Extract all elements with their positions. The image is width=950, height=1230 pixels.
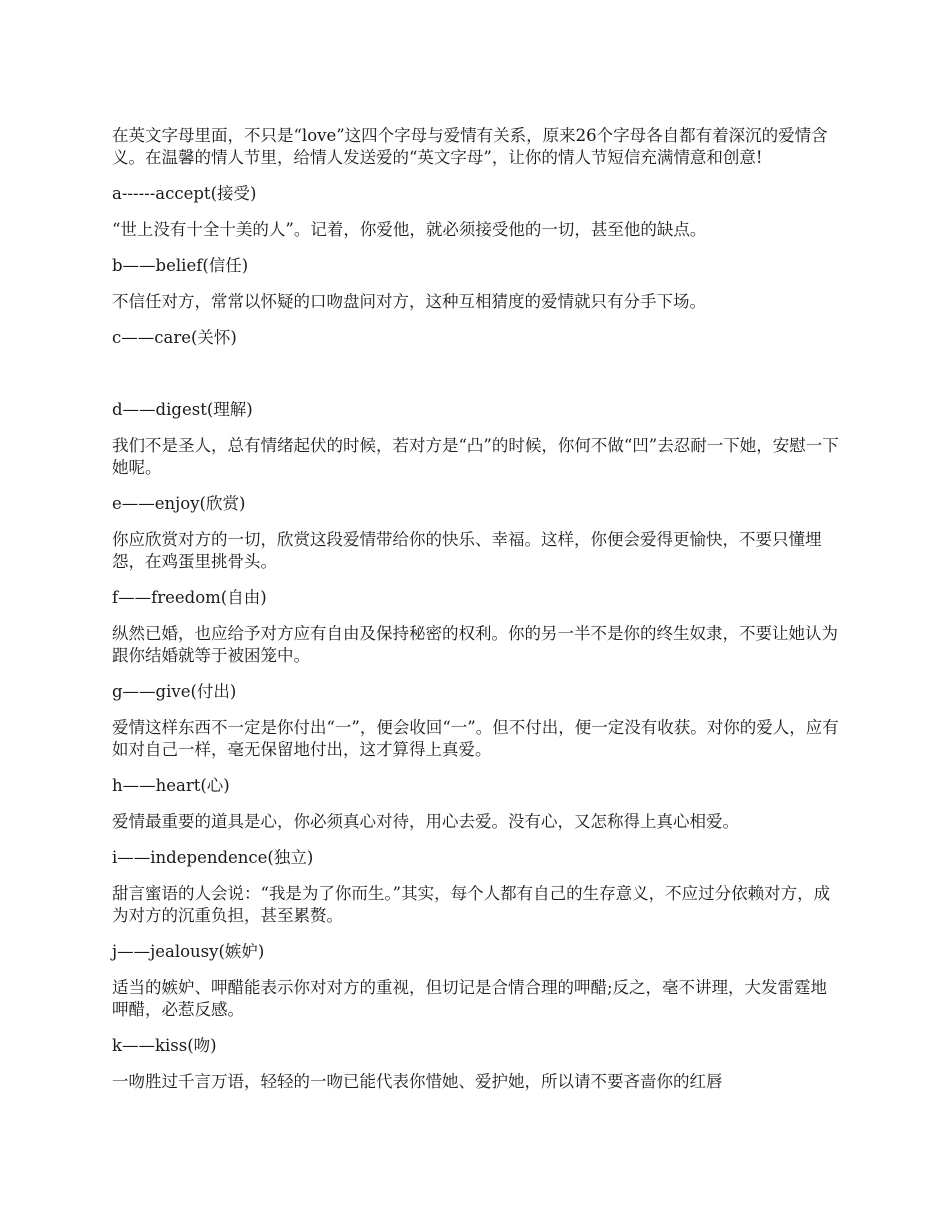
entry-body-g: 爱情这样东西不一定是你付出“一”，便会收回“一”。但不付出，便一定没有收获。对你的爱人，应有如对自己一样，毫无保留地付出，这才算得上真爱。 (112, 718, 839, 759)
entry-heading-f: f——freedom(自由) (112, 588, 267, 607)
entry-heading-i: i——independence(独立) (112, 848, 314, 867)
entry-heading-g: g——give(付出) (112, 682, 237, 701)
entry-body-a: “世上没有十全十美的人”。记着，你爱他，就必须接受他的一切，甚至他的缺点。 (112, 220, 707, 239)
document-page (112, 125, 840, 1107)
entry-body-e: 你应欣赏对方的一切，欣赏这段爱情带给你的快乐、幸福。这样，你便会爱得更愉快，不要只懂埋怨，在鸡蛋里挑骨头。 (112, 530, 822, 571)
entry-body-h: 爱情最重要的道具是心，你必须真心对待，用心去爱。没有心，又怎称得上真心相爱。 (112, 812, 739, 831)
entry-body-i: 甜言蜜语的人会说：“我是为了你而生。”其实，每个人都有自己的生存意义，不应过分依赖对方，成为对方的沉重负担，甚至累赘。 (112, 884, 831, 925)
entry-heading-h: h——heart(心) (112, 776, 230, 795)
entry-heading-k: k——kiss(吻) (112, 1036, 217, 1055)
entry-heading-e: e——enjoy(欣赏) (112, 494, 246, 513)
entry-heading-j: j——jealousy(嫉妒) (112, 942, 265, 961)
entry-heading-a: a------accept(接受) (112, 184, 257, 203)
entry-body-b: 不信任对方，常常以怀疑的口吻盘问对方，这种互相猜度的爱情就只有分手下场。 (112, 292, 706, 311)
blank-space (112, 363, 840, 399)
entry-body-d: 我们不是圣人，总有情绪起伏的时候，若对方是“凸”的时候，你何不做“凹”去忍耐一下她，安慰一下她呢。 (112, 436, 839, 477)
entry-body-f: 纵然已婚，也应给予对方应有自由及保持秘密的权利。你的另一半不是你的终生奴隶，不要让她认为跟你结婚就等于被困笼中。 (112, 624, 838, 665)
entry-body-j: 适当的嫉妒、呷醋能表示你对对方的重视，但切记是合情合理的呷醋;反之，毫不讲理，大发雷霆地呷醋，必惹反感。 (112, 978, 828, 1019)
entry-body-k: 一吻胜过千言万语，轻轻的一吻已能代表你惜她、爱护她，所以请不要吝啬你的红唇 (112, 1072, 723, 1091)
intro-paragraph: 在英文字母里面，不只是“love”这四个字母与爱情有关系，原来26个字母各自都有着深沉的爱情含义。在温馨的情人节里，给情人发送爱的“英文字母”，让你的情人节短信充满情意和创意! (112, 126, 828, 167)
entry-heading-c: c——care(关怀) (112, 328, 237, 347)
entry-heading-b: b——belief(信任) (112, 256, 249, 275)
entry-heading-d: d——digest(理解) (112, 400, 253, 419)
